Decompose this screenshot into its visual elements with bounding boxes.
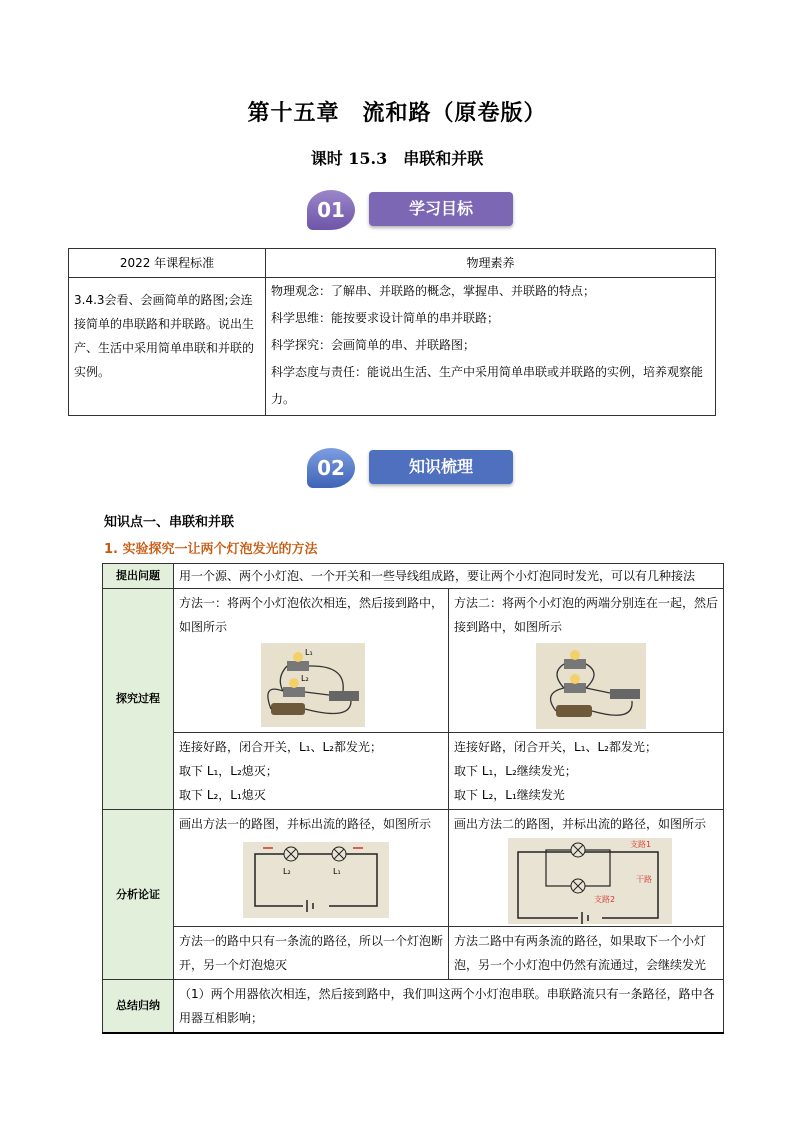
goals-table (68, 248, 716, 416)
badge-label: 学习目标 (369, 192, 513, 226)
analysis1-conclusion: 方法一的路中只有一条流的路径，所以一个灯泡断开，另一个灯泡熄灭 (174, 927, 449, 980)
badge-label: 知识梳理 (369, 450, 513, 484)
analysis2-text: 画出方法二的路图，并标出流的路径，如图所示 (454, 817, 707, 831)
literacy-item: 物理观念：了解串、并联路的概念，掌握串、并联路的特点； (271, 284, 596, 298)
analysis2-conclusion: 方法二路中有两条流的路径，如果取下一个小灯泡，另一个小灯泡中仍然有流通过，会继续发光 (449, 927, 724, 980)
literacy-item: 科学态度与责任：能说出生活、生产中采用简单串联或并联路的实例，培养观察能力。 (271, 365, 704, 406)
fig-label-l1: L₁ (333, 867, 341, 876)
row-label-question: 提出问题 (103, 564, 174, 589)
experiment-table (102, 563, 724, 1034)
method2-result: 连接好路，闭合开关，L₁、L₂都发光； (454, 740, 657, 754)
section-badge-goals (307, 190, 517, 230)
parallel-circuit-photo (536, 643, 646, 729)
page-title: 第十五章 流和路（原卷版） (247, 100, 547, 126)
lesson-subtitle: 课时 15.3 串联和并联 (310, 149, 484, 168)
goals-col1-header: 2022 年课程标准 (69, 249, 266, 278)
analysis1-text: 画出方法一的路图，并标出流的路径，如图所示 (179, 817, 432, 831)
fig-label-l2: L₂ (301, 674, 309, 683)
summary-text: （1）两个用器依次相连，然后接到路中，我们叫这两个小灯泡串联。串联路流只有一条路径，路中各用器互相影响； (174, 980, 724, 1034)
method1-result: 取下 L₁，L₂熄灭； (179, 764, 278, 778)
row-label-analysis: 分析论证 (103, 810, 174, 980)
method1-result: 取下 L₂，L₁熄灭 (179, 788, 266, 802)
method2-text: 方法二：将两个小灯泡的两端分别连在一起，然后接到路中，如图所示 (454, 596, 719, 634)
row-label-summary: 总结归纳 (103, 980, 174, 1034)
experiment-heading: 1. 实验探究一让两个灯泡发光的方法 (104, 542, 318, 557)
fig-label-l2: L₂ (283, 867, 291, 876)
literacy-item: 科学探究：会画简单的串、并联路图； (271, 338, 476, 352)
curriculum-standard: 3.4.3会看、会画简单的路图;会连接简单的串联路和并联路。说出生产、生活中采用简单串联和并联的实例。 (69, 278, 266, 416)
series-circuit-diagram (243, 842, 389, 918)
goals-col2-header: 物理素养 (266, 249, 716, 278)
method1-text: 方法一：将两个小灯泡依次相连，然后接到路中，如图所示 (179, 596, 444, 634)
method2-result: 取下 L₁，L₂继续发光； (454, 764, 577, 778)
trunk-label: 干路 (636, 875, 652, 884)
method2-result: 取下 L₂，L₁继续发光 (454, 788, 565, 802)
badge-number: 02 (307, 448, 355, 488)
branch1-label: 支路1 (630, 840, 652, 849)
knowledge-point-heading: 知识点一、串联和并联 (104, 515, 235, 530)
fig-label-l1: L₁ (305, 648, 313, 657)
method1-result: 连接好路，闭合开关，L₁、L₂都发光； (179, 740, 382, 754)
badge-number: 01 (307, 190, 355, 230)
section-badge-knowledge (307, 448, 517, 488)
branch2-label: 支路2 (594, 895, 616, 904)
row-label-process: 探究过程 (103, 589, 174, 810)
literacy-item: 科学思维：能按要求设计简单的串并联路； (271, 311, 500, 325)
question-text: 用一个源、两个小灯泡、一个开关和一些导线组成路，要让两个小灯泡同时发光，可以有几种接法 (174, 564, 724, 589)
series-circuit-photo (261, 643, 365, 727)
parallel-circuit-diagram (508, 838, 672, 924)
